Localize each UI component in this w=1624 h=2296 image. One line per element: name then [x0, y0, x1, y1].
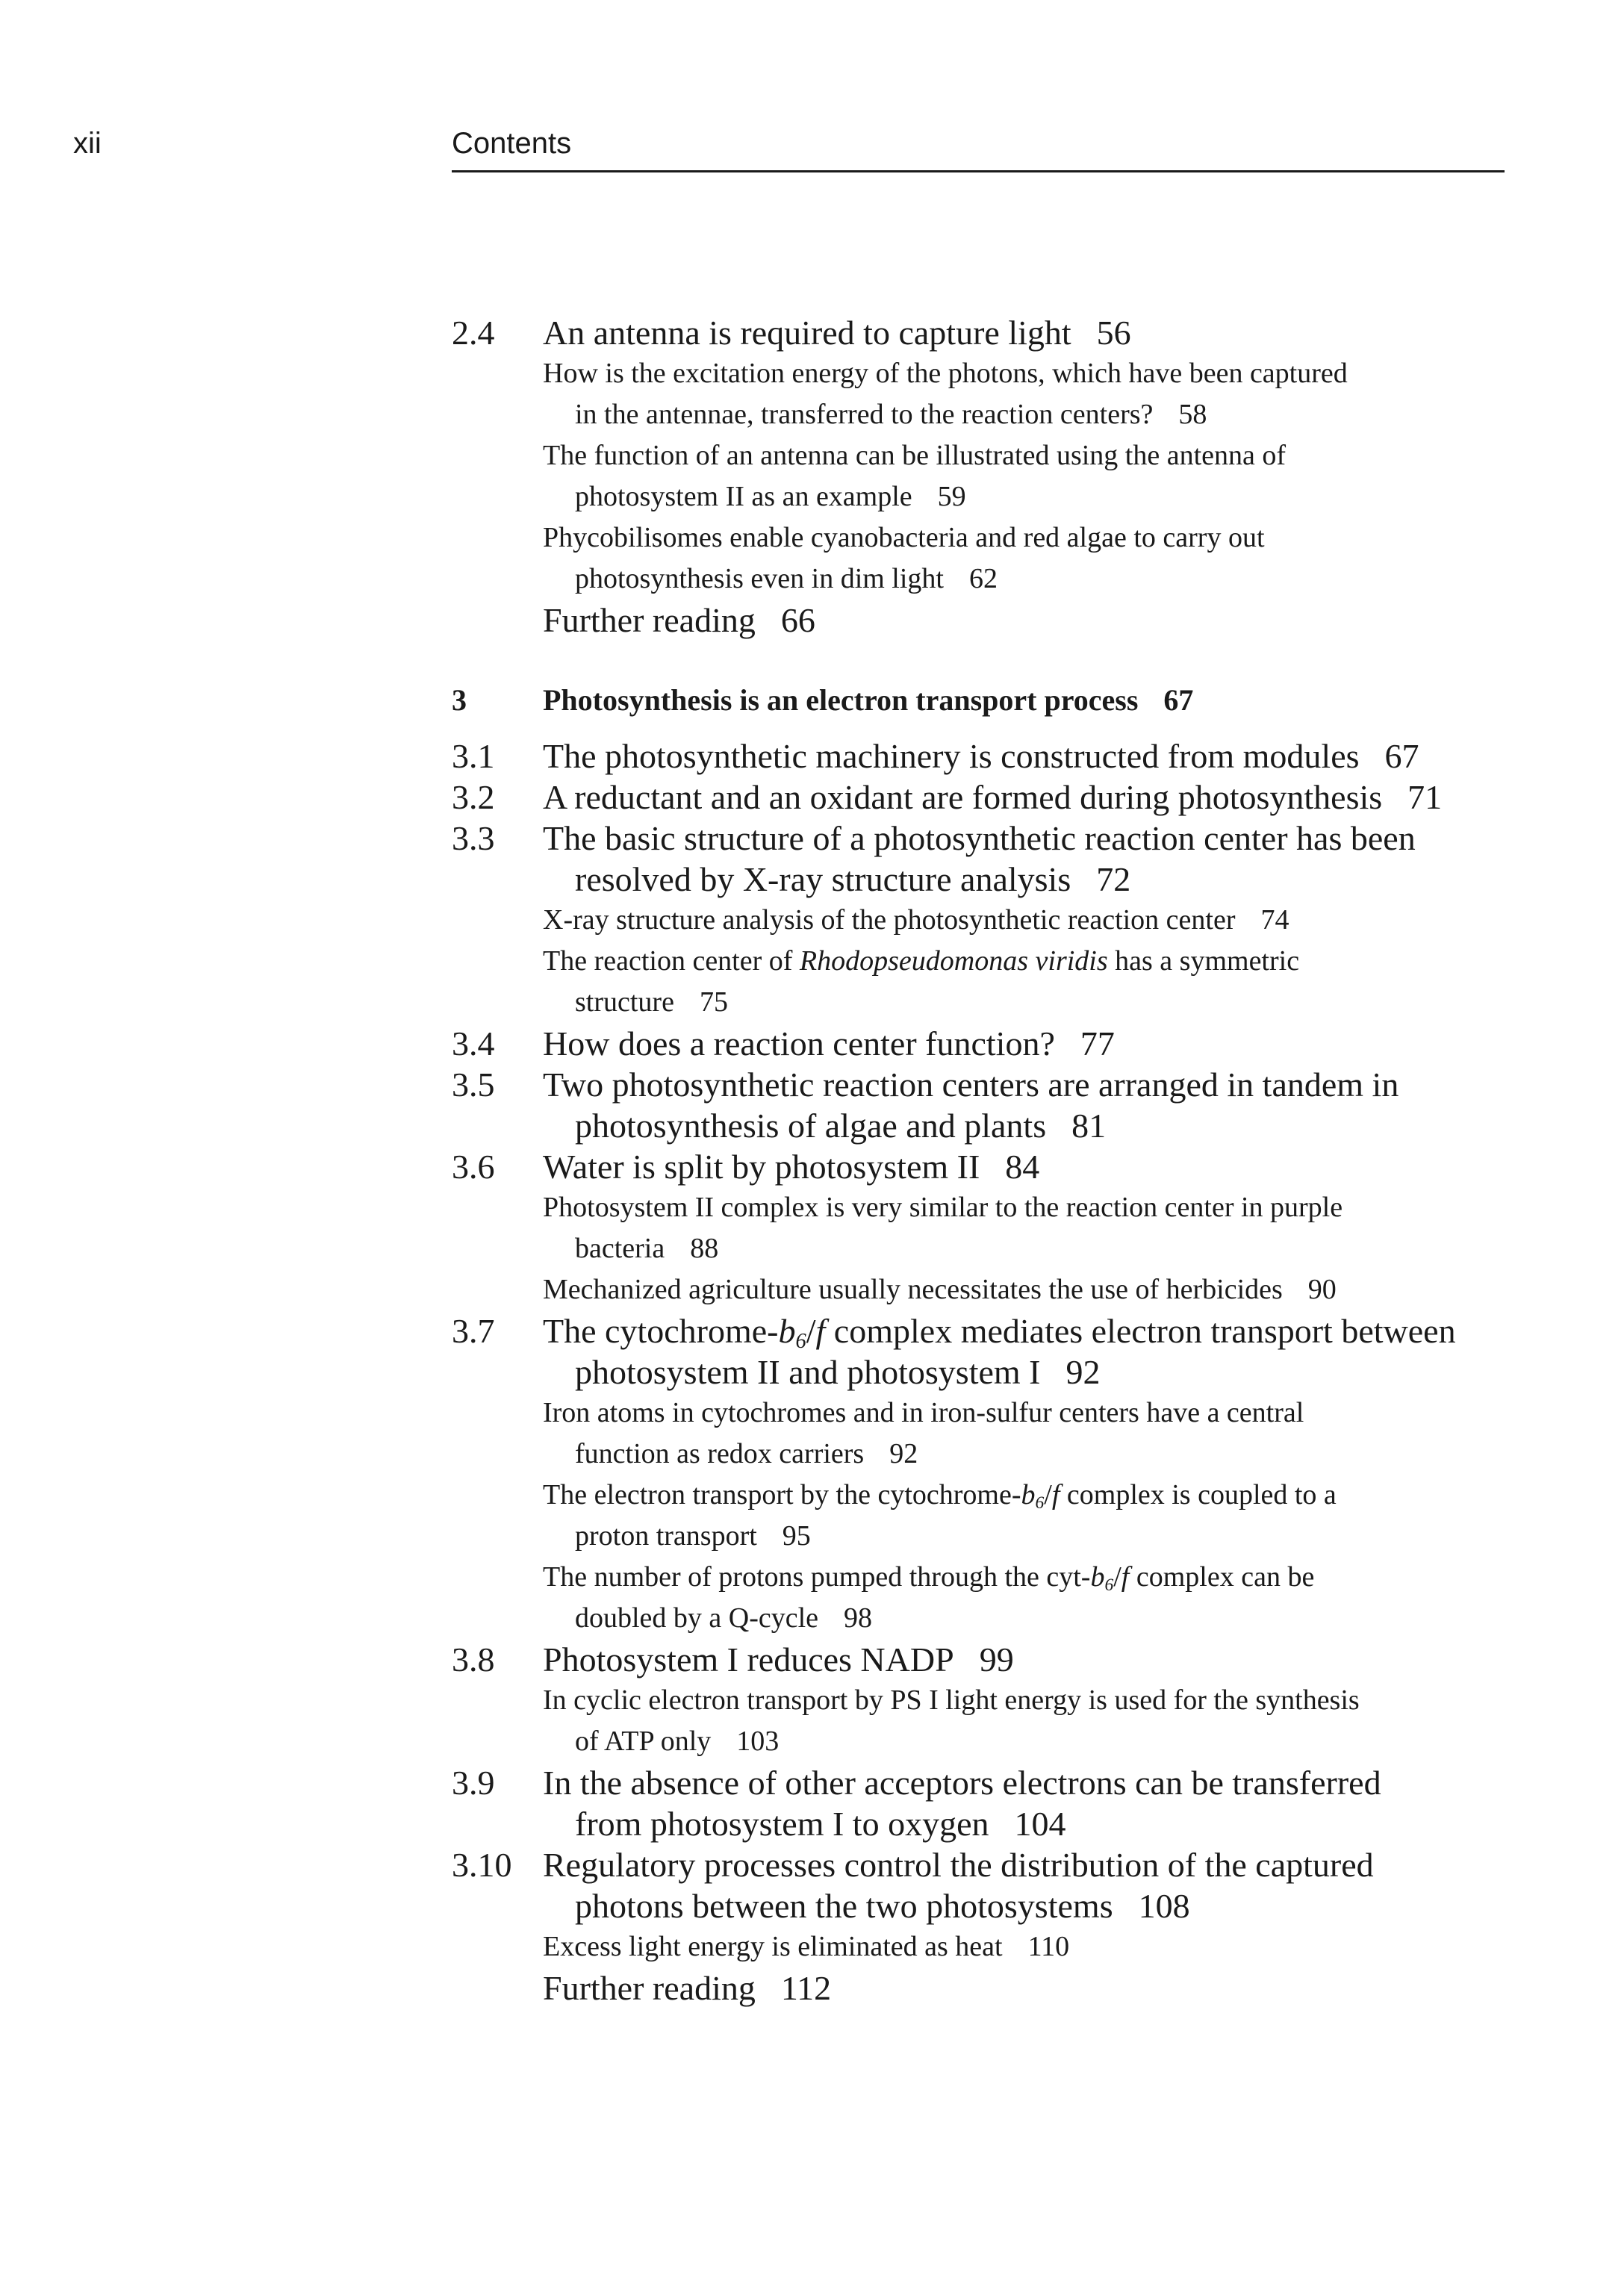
subentry-title: X-ray structure analysis of the photosynthetic reaction center — [543, 904, 1236, 936]
section-number: 3.8 — [452, 1640, 495, 1679]
section-title: A reductant and an oxidant are formed during photosynthesis — [543, 778, 1383, 816]
toc-entry-3-8 — [452, 1639, 1505, 1680]
page-ref: 75 — [699, 986, 728, 1018]
subentry-title: Phycobilisomes enable cyanobacteria and red algae to carry out — [543, 522, 1265, 553]
section-title: Photosystem I reduces NADP — [543, 1640, 954, 1679]
toc-further-reading — [452, 1967, 1505, 2009]
page-ref: 108 — [1138, 1887, 1190, 1925]
page-ref: 112 — [780, 1969, 832, 2007]
section-title: Two photosynthetic reaction centers are arranged in tandem in — [543, 1065, 1399, 1104]
section-number: 3.10 — [452, 1846, 512, 1884]
chapter-title: Photosynthesis is an electron transport process — [543, 683, 1139, 717]
toc-chapter-3 — [452, 679, 1505, 721]
page-ref: 59 — [937, 481, 966, 512]
section-number: 3.2 — [452, 778, 495, 816]
section-title-cont: resolved by X-ray structure analysis — [575, 860, 1071, 898]
subentry-title-cont: doubled by a Q-cycle — [575, 1602, 819, 1634]
subentry-title-cont: proton transport — [575, 1520, 757, 1552]
toc-entry-3-1 — [452, 735, 1505, 777]
subentry-title: The function of an antenna can be illustrated using the antenna of — [543, 440, 1287, 471]
page-ref: 67 — [1163, 683, 1194, 717]
page-ref: 62 — [968, 563, 998, 594]
subentry-title: Excess light energy is eliminated as heat — [543, 1931, 1003, 1962]
section-title: Water is split by photosystem II — [543, 1148, 980, 1186]
page-ref: 81 — [1071, 1107, 1107, 1145]
chapter-number: 3 — [452, 683, 467, 717]
subentry-title: Photosystem II complex is very similar to the reaction center in purple — [543, 1192, 1343, 1223]
toc-subentry — [452, 435, 1505, 476]
section-title: In the absence of other acceptors electrons can be transferred — [543, 1764, 1381, 1802]
toc-subentry — [452, 1680, 1505, 1721]
page-number: xii — [73, 127, 102, 160]
section-number: 3.9 — [452, 1764, 495, 1802]
species-name: Rhodopseudomonas viridis — [799, 945, 1108, 977]
page-ref: 110 — [1027, 1931, 1070, 1962]
subentry-title-cont: function as redox carriers — [575, 1438, 865, 1469]
section-number: 3.6 — [452, 1148, 495, 1186]
subentry-title-cont: photosystem II as an example — [575, 481, 912, 512]
toc-subentry — [452, 1393, 1505, 1434]
section-title: An antenna is required to capture light — [543, 314, 1071, 352]
toc-entry-3-3 — [452, 818, 1505, 859]
page-ref: 92 — [889, 1438, 918, 1469]
page-ref: 58 — [1178, 399, 1207, 430]
subentry-title-cont: of ATP only — [575, 1726, 712, 1757]
page-ref: 103 — [736, 1726, 780, 1757]
toc-entry-3-4 — [452, 1023, 1505, 1064]
section-title: Regulatory processes control the distribution of the captured — [543, 1846, 1374, 1884]
section-title: The basic structure of a photosynthetic reaction center has been — [543, 819, 1416, 857]
page-ref: 92 — [1065, 1353, 1101, 1391]
toc-entry-3-10 — [452, 1844, 1505, 1885]
section-number: 3.7 — [452, 1312, 495, 1350]
page-ref: 95 — [782, 1520, 811, 1552]
section-title-cont: photosystem II and photosystem I — [575, 1353, 1041, 1391]
section-title-cont: photons between the two photosystems — [575, 1887, 1113, 1925]
subentry-title-cont: in the antennae, transferred to the reaction centers? — [575, 399, 1154, 430]
subentry-title-cont: photosynthesis even in dim light — [575, 563, 944, 594]
subentry-title-cont: structure — [575, 986, 674, 1018]
toc-entry-3-2 — [452, 777, 1505, 818]
page-ref: 71 — [1407, 778, 1443, 816]
page-ref: 90 — [1307, 1274, 1337, 1305]
section-number: 3.5 — [452, 1065, 495, 1104]
toc-subentry — [452, 900, 1505, 941]
toc-entry-2-4 — [452, 312, 1505, 353]
subentry-title-cont: bacteria — [575, 1233, 665, 1264]
page-ref: 67 — [1384, 737, 1419, 775]
toc-subentry — [452, 517, 1505, 559]
page-ref: 77 — [1080, 1024, 1115, 1063]
table-of-contents — [452, 312, 1505, 2009]
running-title: Contents — [452, 127, 572, 160]
subentry-title: How is the excitation energy of the photons, which have been captured — [543, 358, 1348, 389]
further-reading-title: Further reading — [543, 1969, 756, 2007]
toc-entry-3-7: 3.7 The cytochrome-$b_6/f$ complex mediates electron transport between — [452, 1312, 1456, 1354]
page-ref: 99 — [979, 1640, 1014, 1679]
section-number: 3.3 — [452, 819, 495, 857]
toc-subentry: The number of protons pumped through the cyt-$b_6/f$ complex can be — [543, 1561, 1315, 1595]
toc-entry-3-5 — [452, 1064, 1505, 1105]
toc-subentry — [452, 1187, 1505, 1228]
subentry-title: Mechanized agriculture usually necessitates the use of herbicides — [543, 1274, 1283, 1305]
toc-subentry: The reaction center of Rhodopseudomonas viridis has a symmetric — [543, 945, 1300, 977]
toc-subentry — [452, 1926, 1505, 1967]
section-title-cont: from photosystem I to oxygen — [575, 1805, 989, 1843]
toc-entry-3-9 — [452, 1762, 1505, 1803]
page-ref: 84 — [1005, 1148, 1040, 1186]
page-ref: 88 — [690, 1233, 719, 1264]
subentry-title: Iron atoms in cytochromes and in iron-sulfur centers have a central — [543, 1397, 1304, 1428]
page-ref: 56 — [1096, 314, 1131, 352]
toc-entry-3-6 — [452, 1146, 1505, 1187]
page-ref: 104 — [1014, 1805, 1066, 1843]
toc-subentry — [452, 1269, 1505, 1310]
page-ref: 66 — [780, 601, 815, 639]
section-number: 2.4 — [452, 314, 495, 352]
section-title: How does a reaction center function? — [543, 1024, 1055, 1063]
section-number: 3.1 — [452, 737, 495, 775]
page-ref: 98 — [844, 1602, 873, 1634]
toc-further-reading — [452, 600, 1505, 641]
further-reading-title: Further reading — [543, 601, 756, 639]
page-ref: 74 — [1260, 904, 1289, 936]
section-title: The photosynthetic machinery is constructed from modules — [543, 737, 1360, 775]
page-ref: 72 — [1096, 860, 1131, 898]
subentry-title: In cyclic electron transport by PS I light energy is used for the synthesis — [543, 1684, 1360, 1716]
section-title-cont: photosynthesis of algae and plants — [575, 1107, 1047, 1145]
toc-subentry — [452, 353, 1505, 394]
toc-subentry: The electron transport by the cytochrome-$b_6/f$ complex is coupled to a — [543, 1479, 1337, 1513]
header-rule — [452, 170, 1505, 172]
section-number: 3.4 — [452, 1024, 495, 1063]
